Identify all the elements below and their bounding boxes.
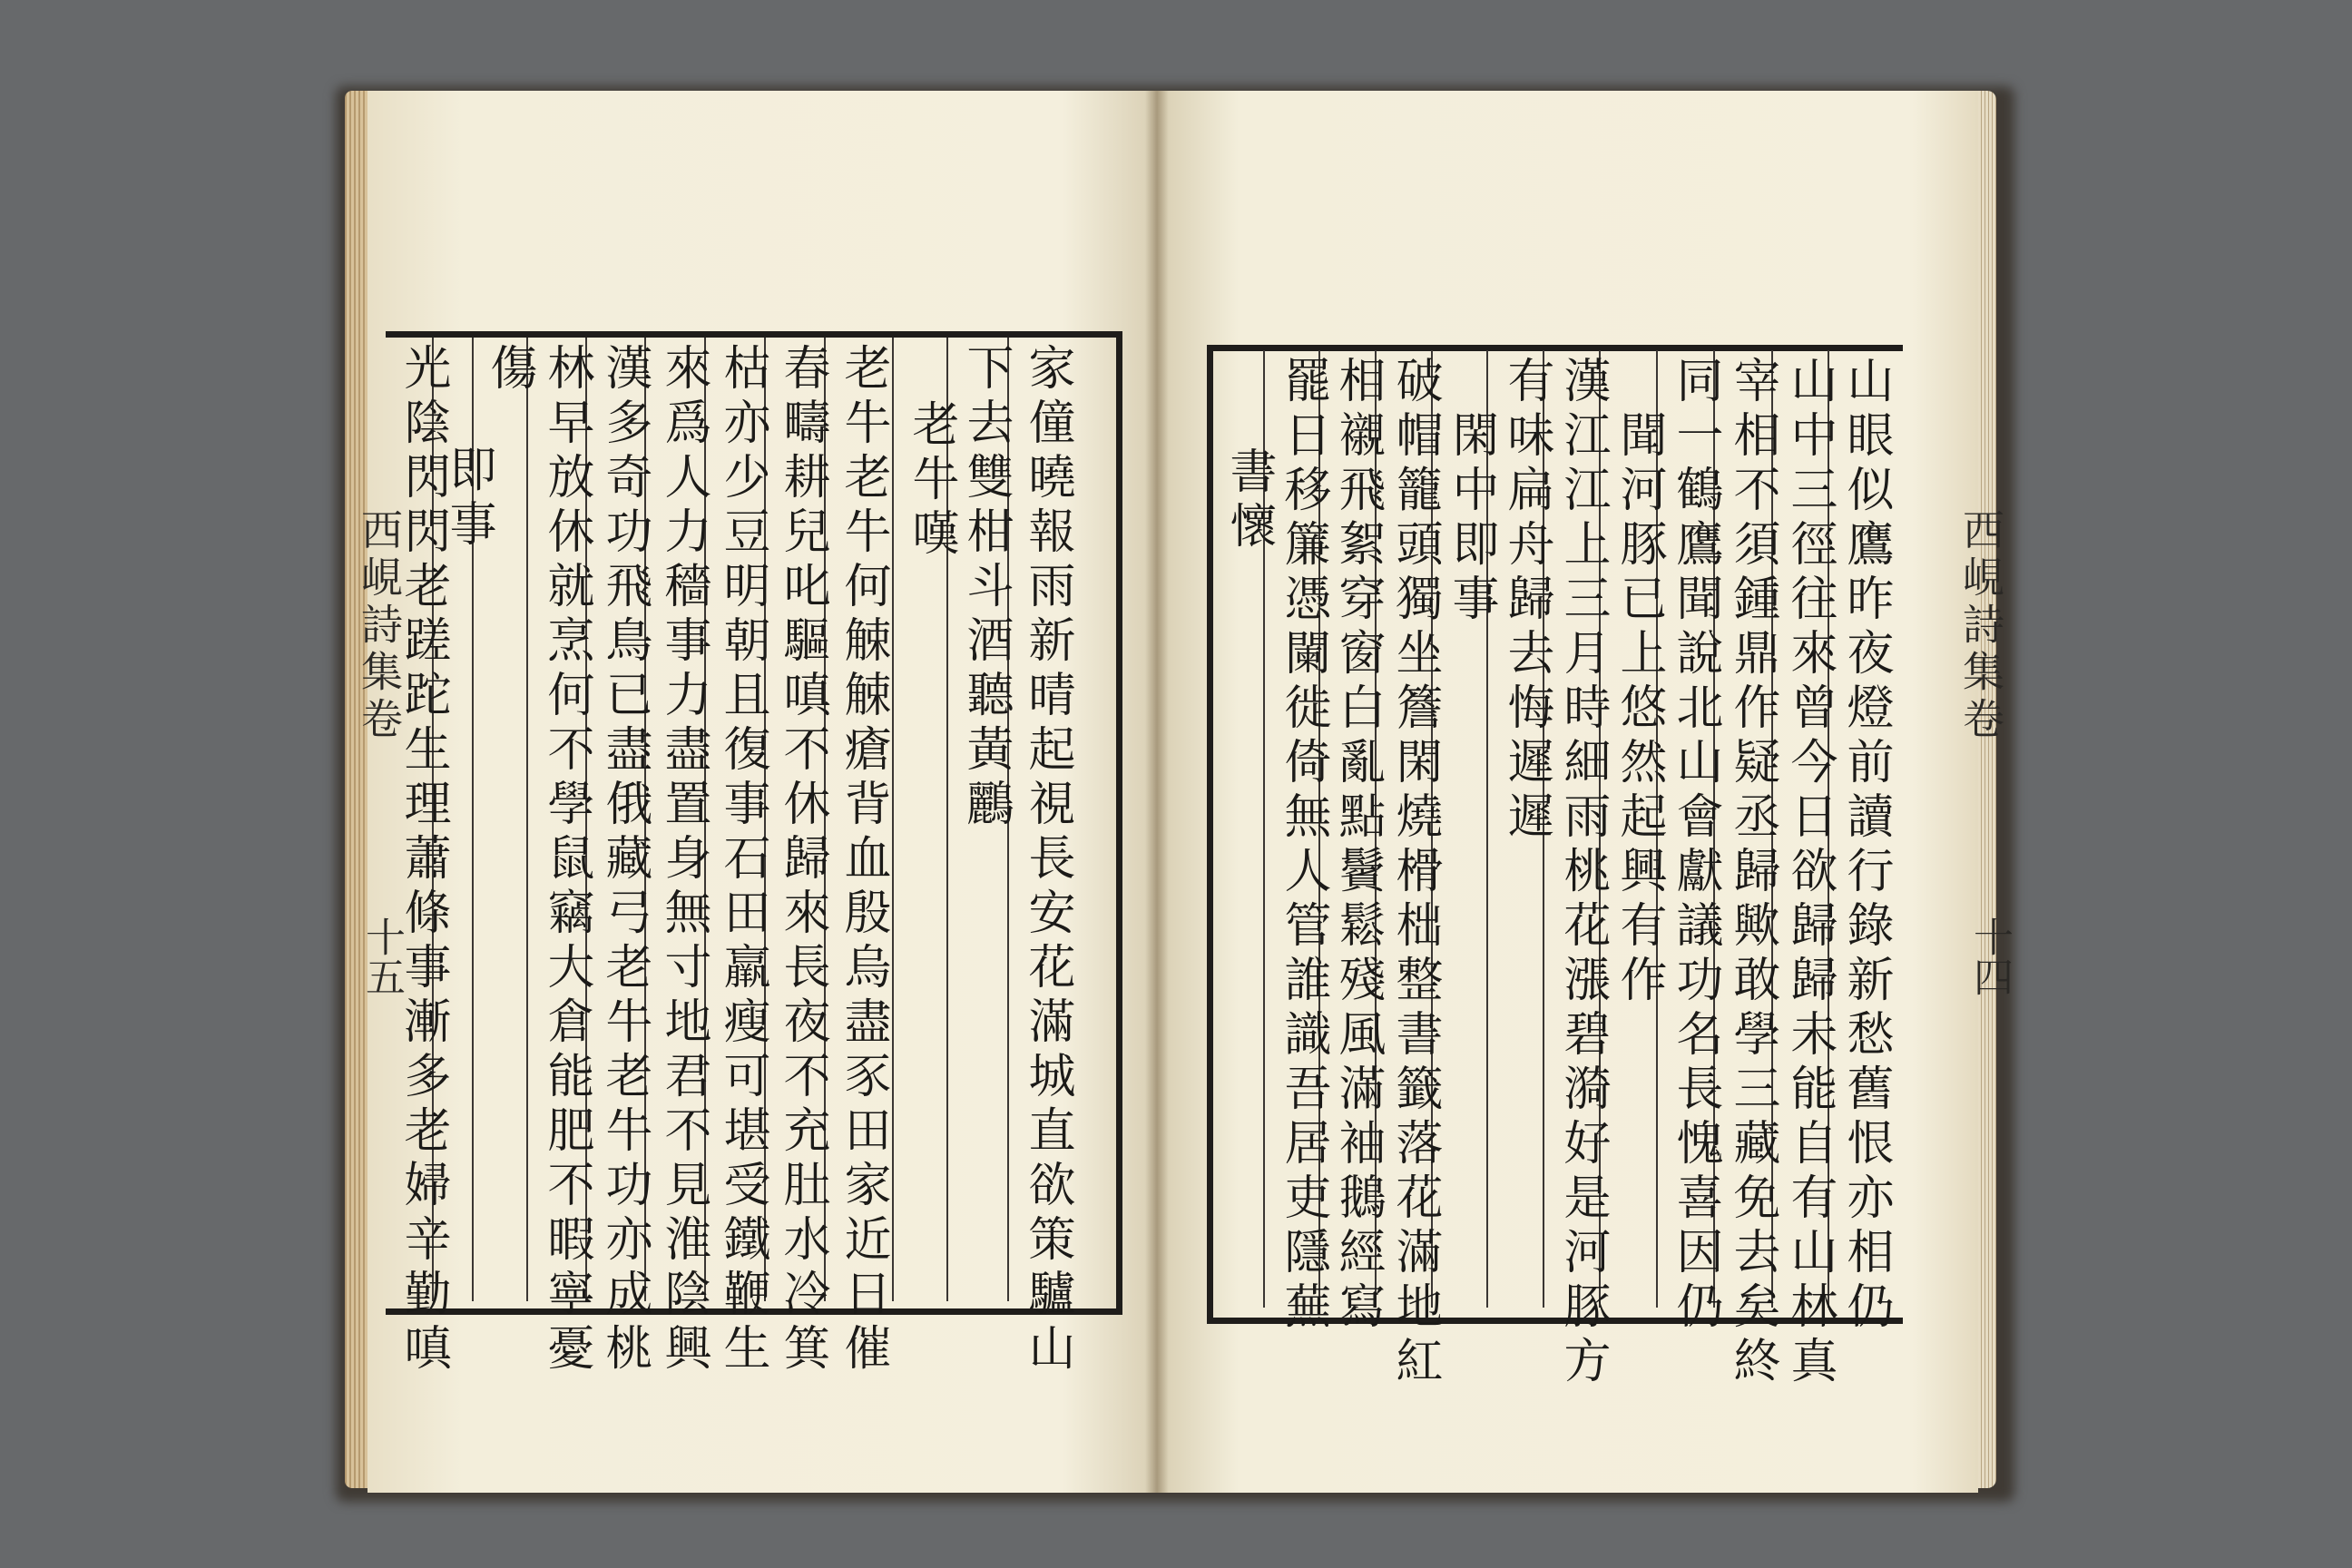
book-gutter <box>1145 91 1169 1493</box>
right-col-10: 相襯飛絮穿窗白亂點鬢鬆殘風滿袖鵝經寫 <box>1330 356 1385 1336</box>
column-rule <box>892 338 894 1301</box>
left-col-12: 光陰閃閃老蹉跎生理蕭條事漸多老婦辛勤嗔 <box>396 343 450 1377</box>
left-col-4: 老牛老牛何觫觫瘡背血殷烏盡豕田家近日催 <box>836 343 890 1377</box>
left-col-2: 下去雙柑斗酒聽黃鸝 <box>958 343 1013 833</box>
right-col-5: 聞河豚已上悠然起興有作 <box>1612 410 1666 1009</box>
right-col-8: 閑中即事 <box>1444 410 1498 628</box>
right-col-2: 山中三徑往來曾今日欲歸歸未能自有山林真 <box>1782 356 1837 1390</box>
right-col-11: 罷日移簾憑闌徙倚無人管誰識吾居吏隱蕪 <box>1276 356 1330 1336</box>
right-col-7: 有味扁舟歸去悔遲遲 <box>1499 356 1553 846</box>
right-col-3: 宰相不須鍾鼎作疑丞歸歟敢學三藏免去矣終 <box>1725 356 1779 1390</box>
right-col-12: 書懷 <box>1221 446 1276 555</box>
left-col-5: 春疇耕兒叱驅嗔不休歸來長夜不充肚水冷箕 <box>775 343 829 1377</box>
right-page-number: 十四 <box>1966 916 2013 996</box>
left-col-3: 老牛嘆 <box>904 399 958 563</box>
left-col-7: 來爲人力穡事力盡置身無寸地君不見淮陰興 <box>656 343 710 1377</box>
left-margin-title: 西峴詩集卷 <box>355 508 404 744</box>
left-col-8: 漢多奇功飛鳥已盡俄藏弓老牛老牛功亦成桃 <box>597 343 652 1377</box>
left-col-10: 傷 <box>482 343 536 397</box>
left-col-1: 家僮曉報雨新晴起視長安花滿城直欲策驢山 <box>1020 343 1074 1377</box>
column-rule <box>526 338 528 1301</box>
right-col-9: 破帽籠頭獨坐簷閑燒榾柮整書籤落花滿地紅 <box>1387 356 1442 1390</box>
left-page-number: 十五 <box>358 916 405 996</box>
right-col-4: 同一鶴鷹聞說北山會獻議功名長愧喜因仍 <box>1668 356 1722 1336</box>
right-col-1: 山眼似鷹昨夜燈前讀行錄新愁舊恨亦相仍 <box>1838 356 1893 1336</box>
right-col-6: 漢江江上三月時細雨桃花漲碧漪好是河豚方 <box>1555 356 1610 1390</box>
left-col-9: 林早放休就烹何不學鼠竊大倉能肥不暇寧憂 <box>539 343 593 1377</box>
left-col-6: 枯亦少豆明朝且復事石田羸瘦可堪受鐵鞭生 <box>715 343 769 1377</box>
right-margin-title: 西峴詩集卷 <box>1956 508 2005 744</box>
left-col-11: 即事 <box>441 445 495 554</box>
